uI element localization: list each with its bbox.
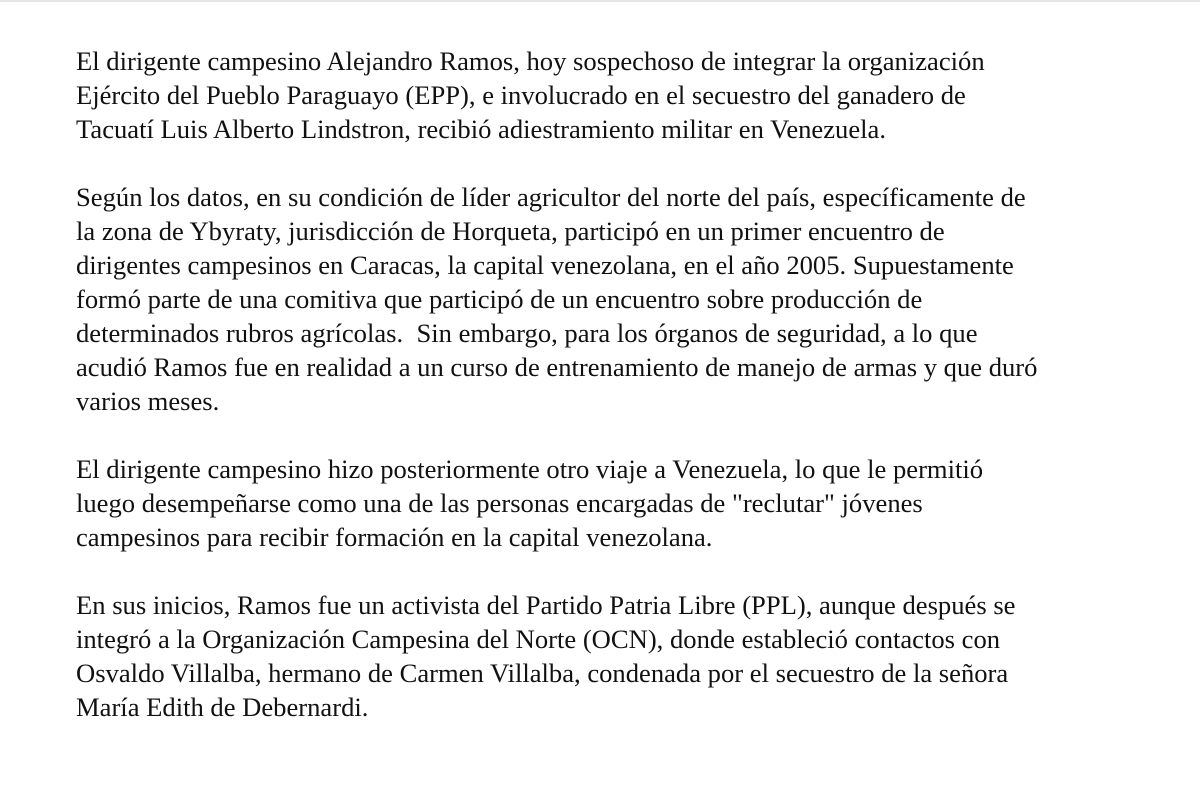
top-divider xyxy=(0,0,1200,2)
paragraph-2: Según los datos, en su condición de líder agricultor del norte del país, específicamente de la zona de Ybyraty, jurisdicción de Horqueta, participó en un primer encuentro de dirigentes campesinos en Caracas, la capital venezolana, en el año 2005. Supuestamente formó parte de una comitiva que participó de un encuentro sobre producción de determinados rubros agrícolas. Sin embargo, para los órganos de seguridad, a lo que acudió Ramos fue en realidad a un curso de entrenamiento de manejo de armas y que duró varios meses. xyxy=(76,182,1038,416)
paragraph-4: En sus inicios, Ramos fue un activista del Partido Patria Libre (PPL), aunque después se integró a la Organización Campesina del Norte (OCN), donde estableció contactos con Osvaldo Villalba, hermano de Carmen Villalba, condenada por el secuestro de la señora María Edith de Debernardi. xyxy=(76,590,1016,722)
paragraph-3: El dirigente campesino hizo posteriormente otro viaje a Venezuela, lo que le permitió luego desempeñarse como una de las personas encargadas de "reclutar" jóvenes campesinos para recibir formación en la capital venezolana. xyxy=(76,454,984,552)
article-body xyxy=(76,44,1156,758)
paragraph-1: El dirigente campesino Alejandro Ramos, hoy sospechoso de integrar la organización Ejército del Pueblo Paraguayo (EPP), e involucrado en el secuestro del ganadero de Tacuatí Luis Alberto Lindstron, recibió adiestramiento militar en Venezuela. xyxy=(76,46,985,144)
